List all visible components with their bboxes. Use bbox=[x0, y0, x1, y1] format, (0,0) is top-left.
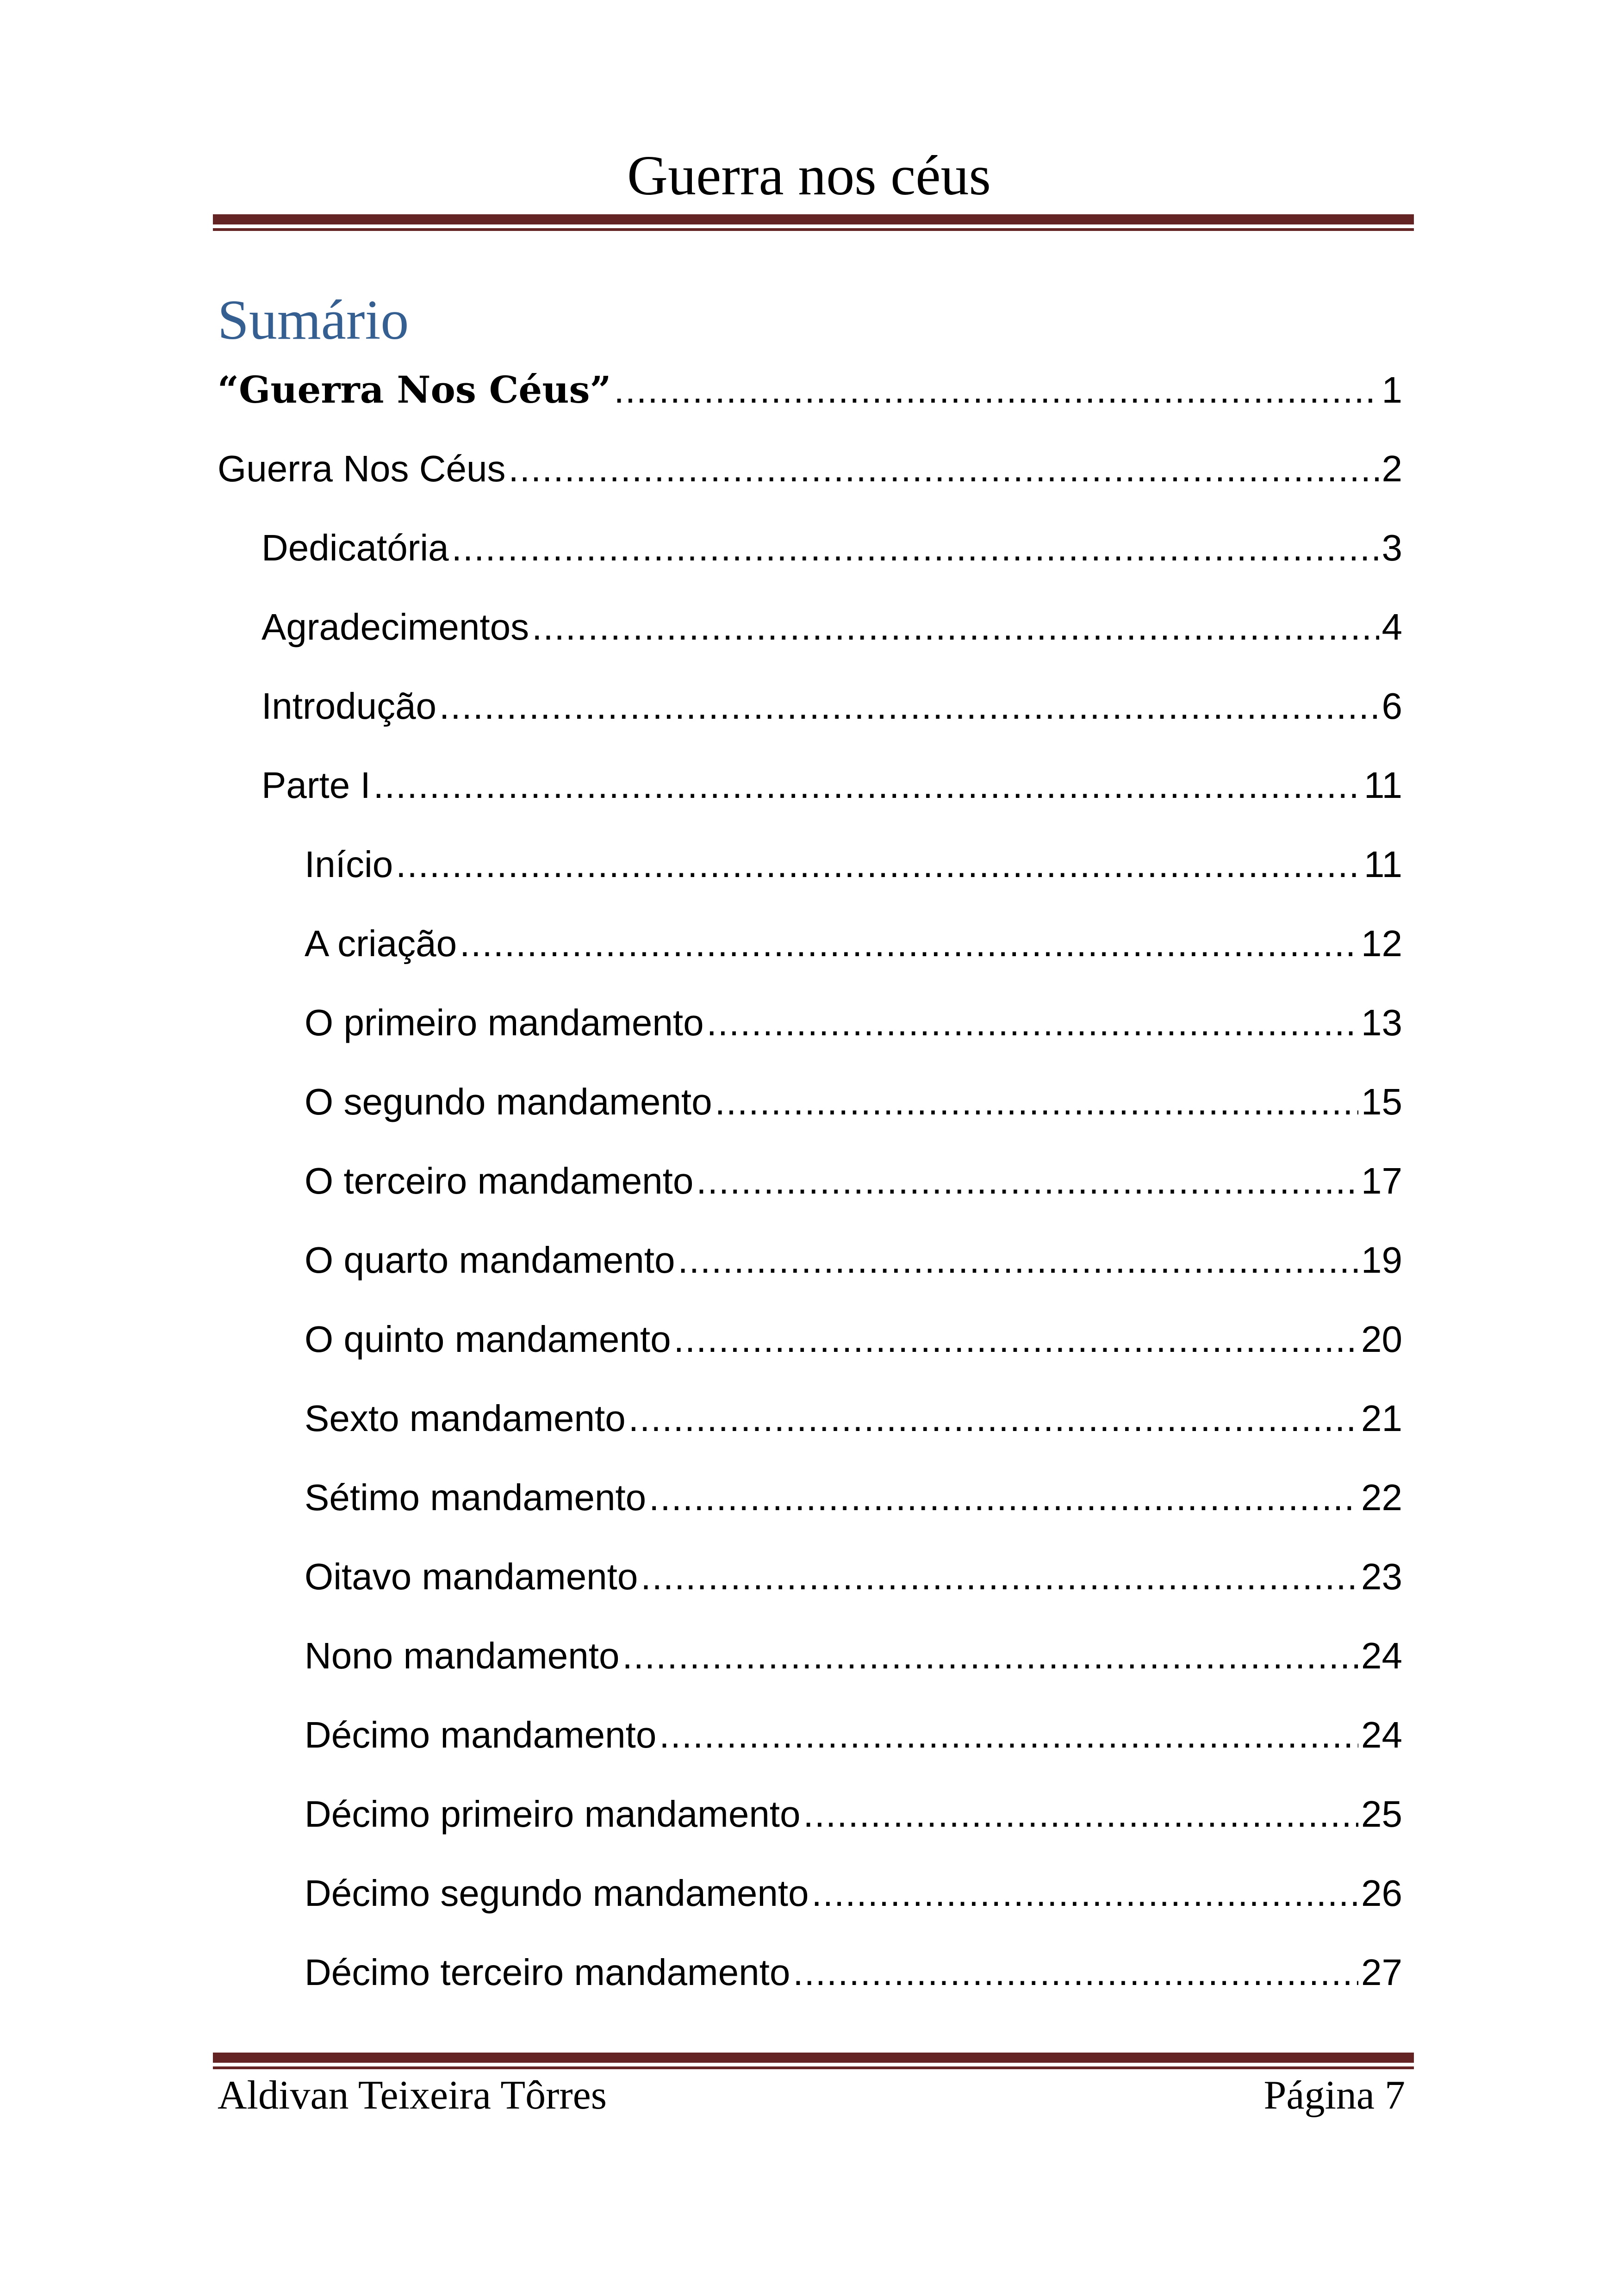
toc-entry-page-number: 20 bbox=[1361, 1319, 1402, 1360]
toc-entry-label: O quarto mandamento bbox=[305, 1239, 675, 1281]
toc-entry-page-number: 11 bbox=[1363, 844, 1402, 885]
toc-entry-page-number: 2 bbox=[1382, 448, 1402, 489]
toc-heading: Sumário bbox=[218, 289, 409, 351]
toc-entry[interactable] bbox=[305, 1945, 1402, 2000]
toc-dot-leader bbox=[629, 1391, 1358, 1446]
footer-author: Aldivan Teixeira Tôrres bbox=[218, 2073, 607, 2118]
toc-entry[interactable] bbox=[305, 1628, 1402, 1684]
toc-entry[interactable] bbox=[305, 1786, 1402, 1842]
toc-entry-label: O primeiro mandamento bbox=[305, 1002, 704, 1043]
toc-entry[interactable] bbox=[218, 362, 1402, 417]
toc-dot-leader bbox=[622, 1628, 1358, 1684]
toc-entry-label: Oitavo mandamento bbox=[305, 1556, 638, 1597]
toc-entry[interactable] bbox=[305, 1391, 1402, 1446]
toc-dot-leader bbox=[793, 1945, 1358, 2000]
toc-entry-page-number: 25 bbox=[1361, 1793, 1402, 1835]
toc-entry[interactable] bbox=[305, 1153, 1402, 1209]
toc-entry[interactable] bbox=[261, 758, 1402, 813]
page-header-title: Guerra nos céus bbox=[627, 144, 991, 207]
toc-dot-leader bbox=[460, 916, 1358, 971]
toc-dot-leader bbox=[696, 1153, 1358, 1209]
toc-entry[interactable] bbox=[305, 1312, 1402, 1367]
toc-entry-page-number: 27 bbox=[1361, 1952, 1402, 1993]
toc-dot-leader bbox=[373, 758, 1361, 813]
toc-entry-page-number: 6 bbox=[1382, 685, 1402, 727]
toc-entry[interactable] bbox=[305, 995, 1402, 1051]
toc-entry-label: Décimo terceiro mandamento bbox=[305, 1952, 790, 1993]
toc-dot-leader bbox=[532, 599, 1379, 655]
toc-entry[interactable] bbox=[305, 837, 1402, 892]
toc-entry-label: Sexto mandamento bbox=[305, 1398, 626, 1439]
toc-dot-leader bbox=[678, 1232, 1358, 1288]
toc-entry-page-number: 24 bbox=[1361, 1714, 1402, 1755]
toc-entry-page-number: 3 bbox=[1382, 527, 1402, 568]
toc-entry-label: O quinto mandamento bbox=[305, 1319, 671, 1360]
toc-entry[interactable] bbox=[305, 1707, 1402, 1763]
toc-entry-page-number: 26 bbox=[1361, 1873, 1402, 1914]
toc-entry-page-number: 17 bbox=[1361, 1160, 1402, 1201]
toc-entry-label: Início bbox=[305, 844, 393, 885]
toc-dot-leader bbox=[614, 362, 1379, 417]
toc-entry[interactable] bbox=[218, 441, 1402, 497]
header-rule-thin bbox=[213, 228, 1414, 231]
toc-entry-label: “Guerra Nos Céus” bbox=[218, 368, 611, 411]
toc-entry-page-number: 15 bbox=[1361, 1081, 1402, 1122]
toc-entry-label: Guerra Nos Céus bbox=[218, 448, 506, 489]
toc-entry-page-number: 21 bbox=[1361, 1398, 1402, 1439]
toc-entry-label: Parte I bbox=[261, 765, 371, 806]
toc-entry-label: Décimo segundo mandamento bbox=[305, 1873, 809, 1914]
toc-dot-leader bbox=[452, 520, 1379, 576]
toc-dot-leader bbox=[649, 1470, 1358, 1525]
header-rule bbox=[213, 214, 1414, 233]
toc-entry[interactable] bbox=[305, 1470, 1402, 1525]
toc-dot-leader bbox=[812, 1866, 1358, 1921]
toc-dot-leader bbox=[674, 1312, 1358, 1367]
toc-dot-leader bbox=[659, 1707, 1358, 1763]
toc-entry-page-number: 1 bbox=[1382, 369, 1402, 411]
toc-entry-page-number: 12 bbox=[1361, 923, 1402, 964]
toc-entry-page-number: 4 bbox=[1382, 606, 1402, 647]
toc-dot-leader bbox=[508, 441, 1379, 497]
toc-entry[interactable] bbox=[261, 678, 1402, 734]
toc-entry[interactable] bbox=[305, 1232, 1402, 1288]
toc-entry-label: A criação bbox=[305, 923, 457, 964]
header-rule-thick bbox=[213, 214, 1414, 224]
toc-entry[interactable] bbox=[261, 520, 1402, 576]
toc-dot-leader bbox=[715, 1074, 1358, 1130]
toc-dot-leader bbox=[803, 1786, 1358, 1842]
toc-entry[interactable] bbox=[305, 1074, 1402, 1130]
toc-entry-page-number: 22 bbox=[1361, 1477, 1402, 1518]
toc-entry-page-number: 19 bbox=[1361, 1239, 1402, 1281]
toc-entry-label: O terceiro mandamento bbox=[305, 1160, 694, 1201]
toc-entry-label: Dedicatória bbox=[261, 527, 449, 568]
footer-rule-thick bbox=[213, 2053, 1414, 2063]
toc-entry[interactable] bbox=[305, 1549, 1402, 1605]
toc-entry-page-number: 24 bbox=[1361, 1635, 1402, 1676]
toc-entry[interactable] bbox=[305, 916, 1402, 971]
toc-entry-label: Décimo primeiro mandamento bbox=[305, 1793, 801, 1835]
toc-dot-leader bbox=[641, 1549, 1358, 1605]
toc-dot-leader bbox=[707, 995, 1358, 1051]
toc-entry-label: Nono mandamento bbox=[305, 1635, 620, 1676]
toc-entry-label: Décimo mandamento bbox=[305, 1714, 657, 1755]
toc-entry-label: Agradecimentos bbox=[261, 606, 529, 647]
toc-entry-page-number: 23 bbox=[1361, 1556, 1402, 1597]
toc-entry[interactable] bbox=[305, 1866, 1402, 1921]
footer-page-number: Página 7 bbox=[1263, 2073, 1405, 2118]
toc-dot-leader bbox=[396, 837, 1361, 892]
toc-entry-page-number: 13 bbox=[1361, 1002, 1402, 1043]
toc-entry-label: Introdução bbox=[261, 685, 437, 727]
toc-entry-page-number: 11 bbox=[1363, 765, 1402, 806]
toc-entry-label: O segundo mandamento bbox=[305, 1081, 712, 1122]
toc-entry[interactable] bbox=[261, 599, 1402, 655]
toc-dot-leader bbox=[439, 678, 1379, 734]
toc-entry-label: Sétimo mandamento bbox=[305, 1477, 647, 1518]
